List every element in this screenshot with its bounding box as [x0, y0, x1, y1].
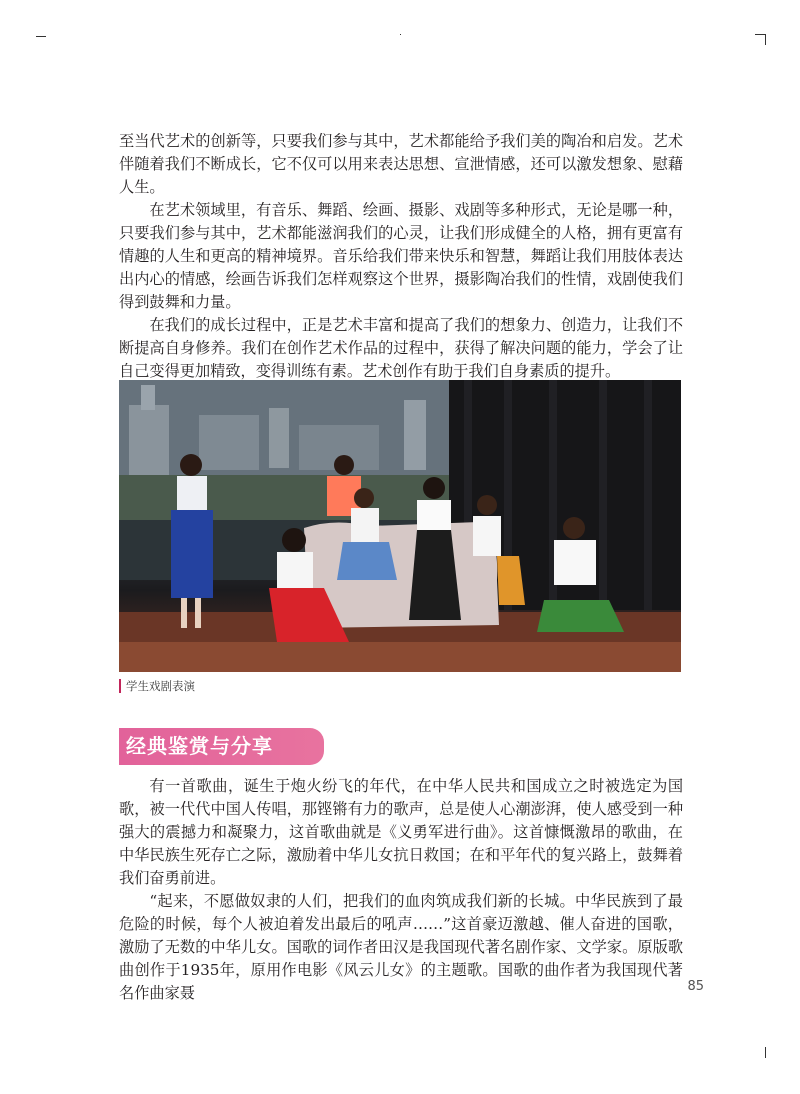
section-heading-title: 经典鉴赏与分享: [126, 734, 273, 758]
stage-scene-illustration: [119, 380, 681, 672]
crop-mark-bottom-right: [765, 1047, 766, 1058]
page-number: 85: [687, 979, 704, 994]
section-heading-banner: [119, 728, 324, 765]
intro-text-block: [119, 130, 683, 383]
paragraph-anthem-intro: 有一首歌曲，诞生于炮火纷飞的年代，在中华人民共和国成立之时被选定为国歌，被一代代中国人传唱，那铿锵有力的歌声，总是使人心潮澎湃，使人感受到一种强大的震撼力和凝聚力，这首歌曲就是《义勇军进行曲》。这首慷慨激昂的歌曲，在中华民族生死存亡之际，激励着中华儿女抗日救国；在和平年代的复兴路上，鼓舞着我们奋勇前进。: [119, 777, 683, 887]
student-drama-photo: [119, 380, 681, 672]
paragraph-anthem-lyrics: “起来，不愿做奴隶的人们，把我们的血肉筑成我们新的长城。中华民族到了最危险的时候，每个人被迫着发出最后的吼声……”这首豪迈激越、催人奋进的国歌，激励了无数的中华儿女。国歌的词作者田汉是我国现代著名剧作家、文学家。原版歌曲创作于1935年，原用作电影《风云儿女》的主题歌。国歌的曲作者为我国现代著名作曲家聂: [119, 892, 683, 1002]
photo-caption: 学生戏剧表演: [119, 679, 195, 693]
anthem-text-block: [119, 775, 683, 1005]
paragraph-art-forms: 在艺术领域里，有音乐、舞蹈、绘画、摄影、戏剧等多种形式，无论是哪一种，只要我们参与其中，艺术都能滋润我们的心灵，让我们形成健全的人格，拥有更富有情趣的人生和更高的精神境界。音乐给我们带来快乐和智慧，舞蹈让我们用肢体表达出内心的情感，绘画告诉我们怎样观察这个世界，摄影陶冶我们的性情，戏剧使我们得到鼓舞和力量。: [119, 201, 683, 311]
paragraph-growth: 在我们的成长过程中，正是艺术丰富和提高了我们的想象力、创造力，让我们不断提高自身修养。我们在创作艺术作品的过程中，获得了解决问题的能力，学会了让自己变得更加精致，变得训练有素。艺术创作有助于我们自身素质的提升。: [119, 316, 683, 380]
crop-mark-top-center: [400, 34, 401, 35]
paragraph-continued: 至当代艺术的创新等，只要我们参与其中，艺术都能给予我们美的陶冶和启发。艺术伴随着我们不断成长，它不仅可以用来表达思想、宣泄情感，还可以激发想象、慰藉人生。: [119, 132, 683, 196]
hat-glasses-icon: [387, 731, 421, 763]
crop-mark-top-left: [36, 36, 46, 37]
crop-mark-top-right-vertical: [765, 34, 766, 45]
